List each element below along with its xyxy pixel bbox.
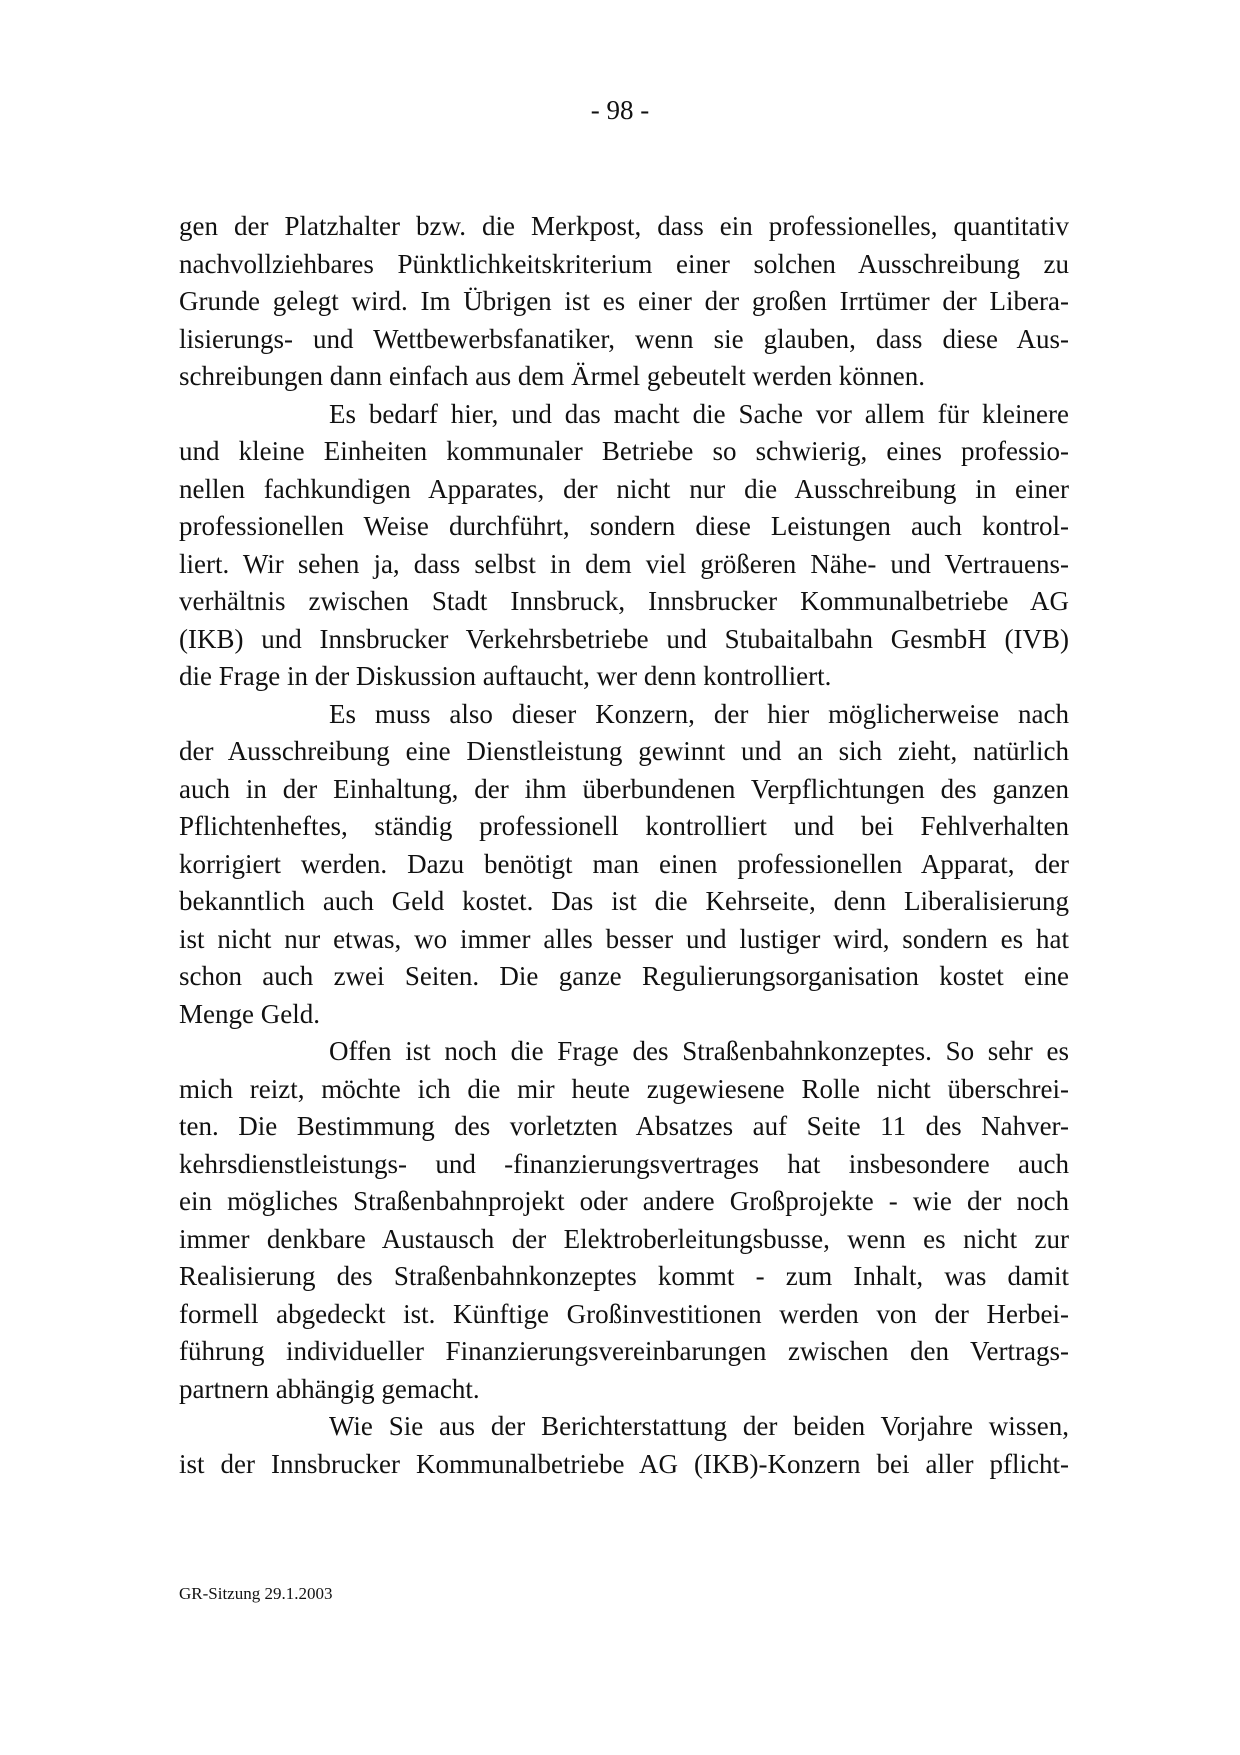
text-line: Grunde gelegt wird. Im Übrigen ist es einer der großen Irrtümer der Libera- — [179, 286, 1069, 316]
text-line: verhältnis zwischen Stadt Innsbruck, Innsbrucker Kommunalbetriebe AG — [179, 586, 1069, 616]
text-line: bekanntlich auch Geld kostet. Das ist die Kehrseite, denn Liberalisierung — [179, 886, 1069, 916]
text-line: ten. Die Bestimmung des vorletzten Absatzes auf Seite 11 des Nahver- — [179, 1111, 1069, 1141]
paragraph — [179, 208, 1069, 396]
text-line: Realisierung des Straßenbahnkonzeptes kommt - zum Inhalt, was damit — [179, 1261, 1069, 1291]
text-line: partnern abhängig gemacht. — [179, 1373, 480, 1404]
text-line: auch in der Einhaltung, der ihm überbundenen Verpflichtungen des ganzen — [179, 773, 1069, 804]
paragraph — [179, 1033, 1069, 1408]
text-line: Pflichtenheftes, ständig professionell kontrolliert und bei Fehlverhalten — [179, 811, 1069, 841]
text-line: nachvollziehbares Pünktlichkeitskriterium einer solchen Ausschreibung zu — [179, 248, 1069, 279]
text-line: immer denkbare Austausch der Elektroberleitungsbusse, wenn es nicht zur — [179, 1223, 1069, 1254]
text-line: ein mögliches Straßenbahnprojekt oder andere Großprojekte - wie der noch — [179, 1186, 1069, 1216]
text-line: führung individueller Finanzierungsvereinbarungen zwischen den Vertrags- — [179, 1336, 1069, 1366]
text-line: mich reizt, möchte ich die mir heute zugewiesene Rolle nicht überschrei- — [179, 1073, 1069, 1104]
text-line: professionellen Weise durchführt, sondern diese Leistungen auch kontrol- — [179, 511, 1069, 541]
footer-session-date: GR-Sitzung 29.1.2003 — [179, 1584, 333, 1603]
text-line: der Ausschreibung eine Dienstleistung gewinnt und an sich zieht, natürlich — [179, 736, 1069, 766]
text-line: nellen fachkundigen Apparates, der nicht nur die Ausschreibung in einer — [179, 473, 1069, 504]
text-line: ist nicht nur etwas, wo immer alles besser und lustiger wird, sondern es hat — [179, 923, 1069, 954]
text-line: ist der Innsbrucker Kommunalbetriebe AG (IKB)-Konzern bei aller pflicht- — [179, 1448, 1069, 1479]
text-line: gen der Platzhalter bzw. die Merkpost, dass ein professionelles, quantitativ — [179, 211, 1069, 241]
text-line: schreibungen dann einfach aus dem Ärmel gebeutelt werden können. — [179, 361, 925, 391]
text-line: Offen ist noch die Frage des Straßenbahnkonzeptes. So sehr es — [329, 1036, 1069, 1066]
text-line: schon auch zwei Seiten. Die ganze Regulierungsorganisation kostet eine — [179, 961, 1069, 991]
paragraph — [179, 696, 1069, 1034]
text-line: (IKB) und Innsbrucker Verkehrsbetriebe und Stubaitalbahn GesmbH (IVB) — [179, 623, 1069, 654]
text-line: liert. Wir sehen ja, dass selbst in dem viel größeren Nähe- und Vertrauens- — [179, 548, 1069, 579]
text-line: die Frage in der Diskussion auftaucht, wer denn kontrolliert. — [179, 661, 832, 691]
text-line: Wie Sie aus der Berichterstattung der beiden Vorjahre wissen, — [329, 1411, 1069, 1441]
text-line: Menge Geld. — [179, 998, 320, 1029]
text-line: formell abgedeckt ist. Künftige Großinvestitionen werden von der Herbei- — [179, 1298, 1069, 1329]
page-number: - 98 - — [590, 95, 650, 125]
text-line: Es bedarf hier, und das macht die Sache vor allem für kleinere — [329, 398, 1069, 429]
text-line: und kleine Einheiten kommunaler Betriebe so schwierig, eines professio- — [179, 436, 1069, 466]
text-line: lisierungs- und Wettbewerbsfanatiker, wenn sie glauben, dass diese Aus- — [179, 323, 1069, 354]
document-body — [179, 208, 1069, 1483]
text-line: Es muss also dieser Konzern, der hier möglicherweise nach — [329, 698, 1069, 729]
paragraph — [179, 1408, 1069, 1483]
text-line: kehrsdienstleistungs- und -finanzierungsvertrages hat insbesondere auch — [179, 1148, 1069, 1179]
paragraph — [179, 396, 1069, 696]
text-line: korrigiert werden. Dazu benötigt man einen professionellen Apparat, der — [179, 848, 1069, 879]
